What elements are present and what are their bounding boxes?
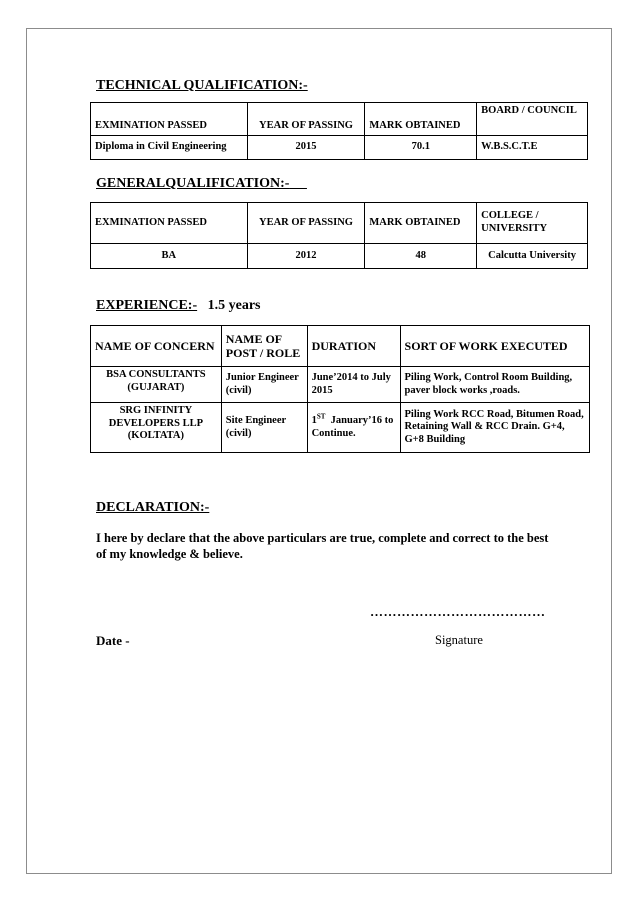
header-post: NAME OF POST / ROLE: [221, 326, 307, 367]
cell-board: W.B.S.C.T.E: [477, 136, 588, 160]
cell-concern: BSA CONSULTANTS (GUJARAT): [91, 367, 222, 403]
cell-examination: Diploma in Civil Engineering: [91, 136, 248, 160]
cell-concern: SRG INFINITY DEVELOPERS LLP (KOLTATA): [91, 403, 222, 453]
cell-college: Calcutta University: [477, 244, 588, 269]
cell-work: Piling Work RCC Road, Bitumen Road, Retaining Wall & RCC Drain. G+4, G+8 Building: [400, 403, 589, 453]
table-row: [91, 403, 590, 453]
header-marks: MARK OBTAINED: [365, 103, 477, 136]
header-year: YEAR OF PASSING: [247, 103, 365, 136]
header-examination: EXMINATION PASSED: [91, 103, 248, 136]
table-header-row: [91, 326, 590, 367]
date-label: Date -: [96, 633, 130, 648]
general-qualification-table: [90, 202, 588, 269]
experience-table: [90, 325, 590, 453]
experience-heading: EXPERIENCE:- 1.5 years: [96, 298, 261, 313]
technical-qualification-heading: TECHNICAL QUALIFICATION:-: [96, 78, 308, 93]
header-concern: NAME OF CONCERN: [91, 326, 222, 367]
signature-label: Signature: [435, 633, 483, 647]
table-row: [91, 244, 588, 269]
signature-line: …………………………………: [370, 604, 546, 619]
experience-years: 1.5 years: [207, 298, 261, 313]
cell-marks: 70.1: [365, 136, 477, 160]
cell-year: 2012: [247, 244, 365, 269]
cell-duration: June’2014 to July 2015: [307, 367, 400, 403]
technical-qualification-table: [90, 102, 588, 160]
cell-post: Site Engineer (civil): [221, 403, 307, 453]
header-board: BOARD / COUNCIL: [477, 103, 588, 136]
header-duration: DURATION: [307, 326, 400, 367]
cell-year: 2015: [247, 136, 365, 160]
cell-marks: 48: [365, 244, 477, 269]
table-header-row: [91, 103, 588, 136]
cell-post: Junior Engineer (civil): [221, 367, 307, 403]
cell-work: Piling Work, Control Room Building, paver block works ,roads.: [400, 367, 589, 403]
cell-examination: BA: [91, 244, 248, 269]
general-qualification-heading: GENERALQUALIFICATION:-: [96, 176, 290, 191]
table-row: [91, 136, 588, 160]
cell-duration: 1ST January’16 to Continue.: [307, 403, 400, 453]
header-work: SORT OF WORK EXECUTED: [400, 326, 589, 367]
table-header-row: [91, 203, 588, 244]
declaration-text: I here by declare that the above particulars are true, complete and correct to the best of my knowledge & believe.: [96, 531, 549, 561]
table-row: [91, 367, 590, 403]
header-marks: MARK OBTAINED: [365, 203, 477, 244]
header-year: YEAR OF PASSING: [247, 203, 365, 244]
header-college: COLLEGE / UNIVERSITY: [477, 203, 588, 244]
declaration-heading: DECLARATION:-: [96, 500, 210, 515]
header-examination: EXMINATION PASSED: [91, 203, 248, 244]
